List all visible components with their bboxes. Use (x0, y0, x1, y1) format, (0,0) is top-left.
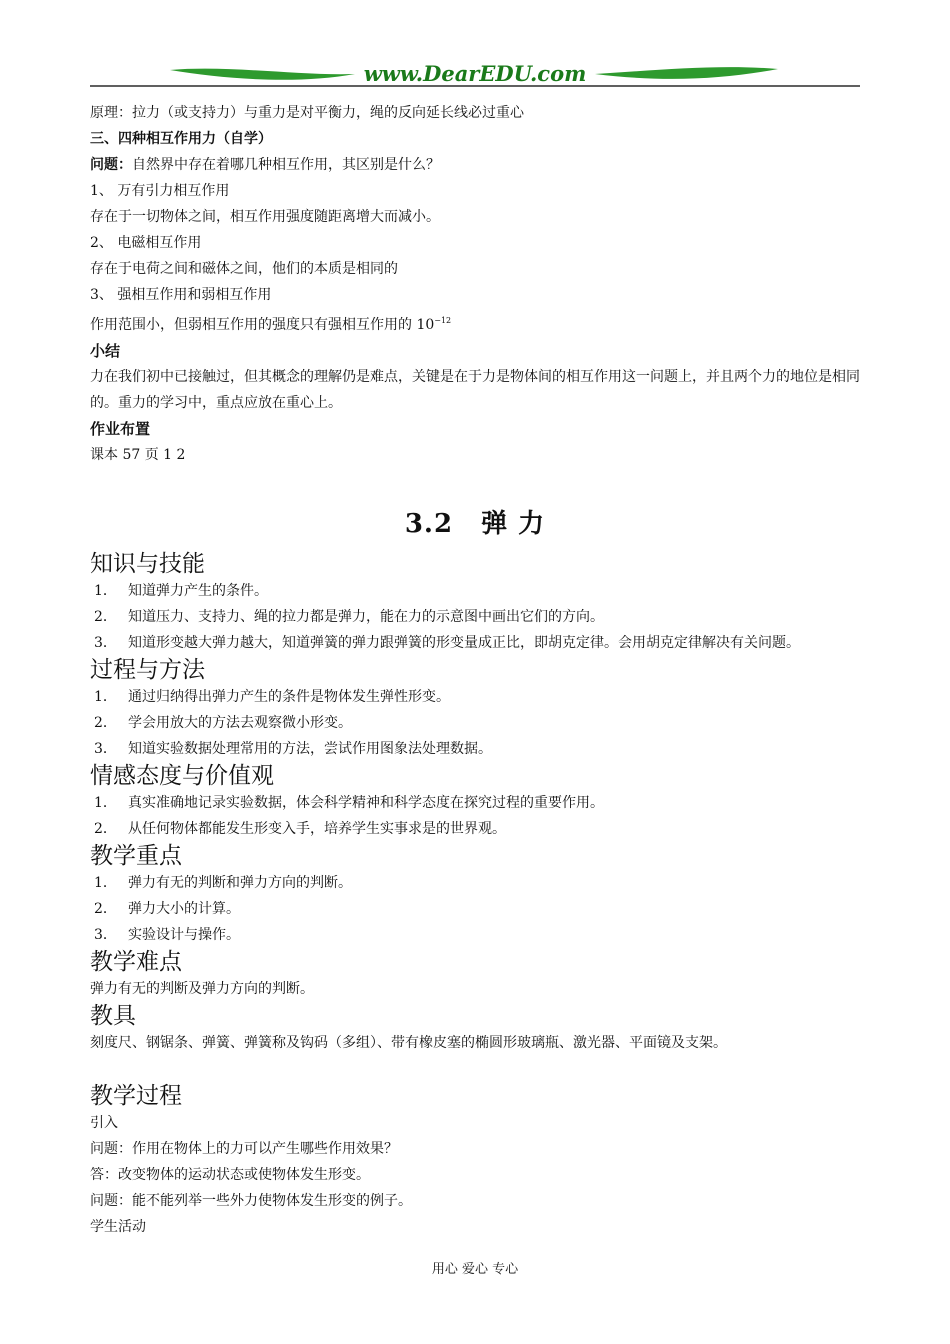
document-body (90, 100, 860, 1240)
question-text: 自然界中存在着哪几种相互作用，其区别是什么？ (132, 157, 440, 173)
item-text: 实验设计与操作。 (128, 927, 240, 943)
item-number: 1． (94, 689, 117, 705)
item-text: 弹力大小的计算。 (128, 901, 240, 917)
difficulty-heading: 教学难点 (90, 949, 182, 975)
item-number: 1． (94, 795, 117, 811)
list-item (90, 710, 860, 736)
summary-heading: 小结 (90, 342, 121, 360)
homework-text: 课本 57 页 1 2 (90, 447, 186, 463)
list-item (90, 870, 860, 896)
attitude-heading: 情感态度与价值观 (90, 763, 274, 789)
right-swoosh (595, 67, 778, 79)
question-2: 问题：能不能列举一些外力使物体发生形变的例子。 (90, 1193, 412, 1209)
key-points-heading: 教学重点 (90, 843, 182, 869)
header-logo-graphic (0, 56, 950, 92)
item-number: 2． (94, 821, 117, 837)
item-text: 知道实验数据处理常用的方法，尝试作用图象法处理数据。 (128, 741, 492, 757)
lesson-number: 3.2 (404, 509, 454, 539)
page-footer: 用心 爱心 专心 (431, 1262, 519, 1277)
list-item (90, 604, 860, 630)
lesson-title (90, 504, 860, 544)
item-text: 从任何物体都能发生形变入手，培养学生实事求是的世界观。 (128, 821, 506, 837)
item-text: 弹力有无的判断和弹力方向的判断。 (128, 875, 352, 891)
lesson-name: 弹 力 (481, 509, 546, 539)
item-number: 2． (94, 901, 117, 917)
item-text: 真实准确地记录实验数据，体会科学精神和科学态度在探究过程的重要作用。 (128, 795, 604, 811)
item-strong-weak-desc (90, 308, 860, 338)
item-electromagnetic: 2、 电磁相互作用 (90, 235, 202, 251)
page-header (0, 56, 950, 92)
question-line (90, 152, 860, 178)
exponent: −12 (434, 316, 452, 325)
tools-text: 刻度尺、钢锯条、弹簧、弹簧称及钩码（多组）、带有橡皮塞的椭圆形玻璃瓶、激光器、平面镜及支架。 (90, 1035, 727, 1051)
item-number: 2． (94, 609, 117, 625)
principle-line: 原理：拉力（或支持力）与重力是对平衡力，绳的反向延长线必过重心 (90, 105, 524, 121)
item-strong-weak: 3、 强相互作用和弱相互作用 (90, 287, 272, 303)
item-number: 3． (94, 635, 117, 651)
summary-text: 力在我们初中已接触过，但其概念的理解仍是难点，关键是在于力是物体间的相互作用这一问题上，并且两个力的地位是相同的。重力的学习中，重点应放在重心上。 (90, 369, 860, 411)
item-gravitation: 1、 万有引力相互作用 (90, 183, 230, 199)
strong-weak-text: 作用范围小，但弱相互作用的强度只有强相互作用的 10 (90, 317, 435, 333)
header-logo-text: www.DearEDU.com (363, 61, 587, 86)
list-item (90, 790, 860, 816)
item-number: 1． (94, 583, 117, 599)
question-label: 问题： (90, 157, 132, 173)
item-text: 通过归纳得出弹力产生的条件是物体发生弹性形变。 (128, 689, 450, 705)
item-number: 2． (94, 715, 117, 731)
item-number: 3． (94, 927, 117, 943)
list-item (90, 736, 860, 762)
process-heading: 过程与方法 (90, 657, 205, 683)
student-activity: 学生活动 (90, 1219, 146, 1235)
question-1: 问题：作用在物体上的力可以产生哪些作用效果？ (90, 1141, 398, 1157)
tools-heading: 教具 (90, 1003, 136, 1029)
item-gravitation-desc: 存在于一切物体之间，相互作用强度随距离增大而减小。 (90, 209, 440, 225)
item-number: 3． (94, 741, 117, 757)
section-three-heading: 三、四种相互作用力（自学） (90, 131, 272, 147)
item-electromagnetic-desc: 存在于电荷之间和磁体之间，他们的本质是相同的 (90, 261, 398, 277)
item-text: 知道压力、支持力、绳的拉力都是弹力，能在力的示意图中画出它们的方向。 (128, 609, 604, 625)
list-item (90, 922, 860, 948)
knowledge-heading: 知识与技能 (90, 551, 205, 577)
difficulty-text: 弹力有无的判断及弹力方向的判断。 (90, 981, 314, 997)
homework-heading: 作业布置 (90, 420, 151, 438)
intro-label: 引入 (90, 1115, 118, 1131)
item-text: 学会用放大的方法去观察微小形变。 (128, 715, 352, 731)
list-item (90, 684, 860, 710)
list-item (90, 630, 860, 656)
item-number: 1． (94, 875, 117, 891)
item-text: 知道弹力产生的条件。 (128, 583, 268, 599)
item-text: 知道形变越大弹力越大，知道弹簧的弹力跟弹簧的形变量成正比，即胡克定律。会用胡克定律解决有关问题。 (128, 635, 800, 651)
left-swoosh (170, 69, 355, 80)
list-item (90, 578, 860, 604)
list-item (90, 896, 860, 922)
procedure-heading: 教学过程 (90, 1083, 182, 1109)
answer-1: 答：改变物体的运动状态或使物体发生形变。 (90, 1167, 370, 1183)
list-item (90, 816, 860, 842)
